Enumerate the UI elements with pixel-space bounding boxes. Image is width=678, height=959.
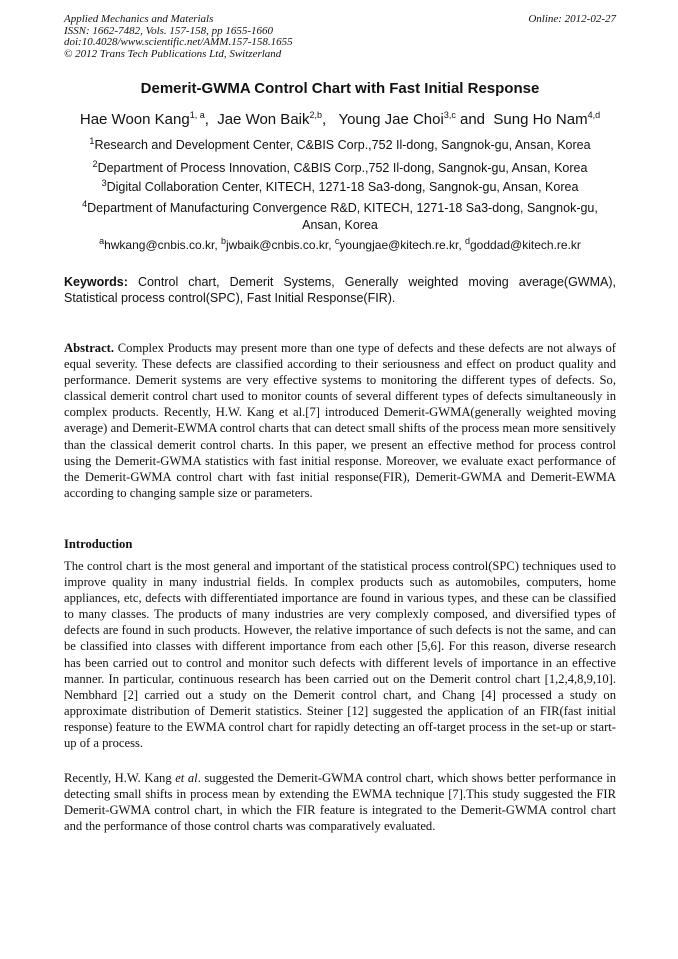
affiliation-2 <box>64 160 616 177</box>
author-name: Hae Woon Kang <box>79 111 190 128</box>
author-list <box>40 111 640 128</box>
author-separator: , <box>204 111 214 128</box>
paper-title: Demerit-GWMA Control Chart with Fast Initial Response <box>140 80 540 97</box>
introduction-paragraph-2 <box>64 770 616 834</box>
email-mark: b <box>221 236 227 246</box>
affiliation-text: Digital Collaboration Center, KITECH, 1271-18 Sa3-dong, Sangnok-gu, Ansan, Korea <box>106 180 579 194</box>
journal-copyright: © 2012 Trans Tech Publications Ltd, Switzerland <box>64 47 282 60</box>
abstract-label: Abstract. <box>64 341 115 355</box>
affiliation-4 <box>64 200 616 234</box>
author-separator: , <box>322 111 335 128</box>
affiliation-text: Department of Process Innovation, C&BIS Corp.,752 Il-dong, Sangnok-gu, Ansan, Korea <box>97 161 588 175</box>
journal-header <box>64 14 616 60</box>
paragraph-italic-text: et al <box>175 771 198 785</box>
email-mark: c <box>334 236 340 246</box>
affiliation-mark: 1 <box>89 135 95 146</box>
author-separator: and <box>455 111 490 128</box>
author-emails <box>64 237 616 254</box>
journal-name: Applied Mechanics and Materials <box>64 13 214 25</box>
paragraph-text: . suggested the Demerit-GWMA control chart, which shows better performance in detecting small shifts in process mean by extending the EWMA technique [7].This study suggested the FIR Demerit-GWMA control chart, in which the FIR feature is integrated to the Demerit-GWMA control chart and the performance of those control charts was comparatively evaluated. <box>64 771 616 834</box>
author-affiliation-mark: 4,d <box>587 110 601 120</box>
author-affiliation-mark: 1, a <box>189 110 205 120</box>
introduction-heading: Introduction <box>64 537 133 551</box>
affiliation-text: Department of Manufacturing Convergence R&D, KITECH, 1271-18 Sa3-dong, Sangnok-gu, Ansan, Korea <box>87 201 598 232</box>
affiliation-1 <box>64 137 616 154</box>
online-date: Online: 2012-02-27 <box>528 13 616 25</box>
affiliation-mark: 4 <box>82 198 88 209</box>
affiliation-mark: 2 <box>92 158 98 169</box>
email-mark: d <box>464 236 470 246</box>
author-name: Jae Won Baik <box>217 111 310 128</box>
journal-doi: doi:10.4028/www.scientific.net/AMM.157-158.1655 <box>64 36 293 48</box>
email-address: hwkang@cnbis.co.kr, <box>104 238 221 252</box>
keywords <box>64 274 616 306</box>
email-mark: a <box>99 236 105 246</box>
affiliation-text: Research and Development Center, C&BIS Corp.,752 Il-dong, Sangnok-gu, Ansan, Korea <box>94 138 591 152</box>
author-affiliation-mark: 3,c <box>443 110 456 120</box>
journal-issn: ISSN: 1662-7482, Vols. 157-158, pp 1655-1660 <box>64 24 273 37</box>
paragraph-text: Recently, H.W. Kang <box>64 771 176 785</box>
author-name: Sung Ho Nam <box>493 111 588 128</box>
keywords-text: Control chart, Demerit Systems, Generally weighted moving average(GWMA), Statistical process control(SPC), Fast Initial Response(FIR). <box>64 275 616 305</box>
author-affiliation-mark: 2,b <box>309 110 323 120</box>
abstract <box>64 340 616 501</box>
email-address: youngjae@kitech.re.kr, <box>339 238 465 252</box>
abstract-text: Complex Products may present more than one type of defects and these defects are not always of equal severity. These defects are classified according to their seriousness and effect on product quality and performance. Demerit systems are very effective systems to monitoring the different types of defects. So, classical demerit control chart used to monitor counts of several different types of defects simultaneously in complex products. Recently, H.W. Kang et al.[7] introduced Demerit-GWMA(generally weighted moving average) and Demerit-EWMA control charts that can detect small shifts of the process mean more sensitively than the classical demerit control charts. In this paper, we present an effective method for process control using the Demerit-GWMA statistics with fast initial response. Moreover, we evaluate exact performance of the Demerit-GWMA control chart with fast initial response(FIR), Demerit-GWMA and Demerit-EWMA according to changing sample size or parameters. <box>64 341 616 500</box>
email-address: jwbaik@cnbis.co.kr, <box>226 238 335 252</box>
affiliation-3 <box>64 179 616 196</box>
author-name: Young Jae Choi <box>338 111 444 128</box>
introduction-paragraph-1: The control chart is the most general and important of the statistical process control(SPC) techniques used to improve quality in many industrial fields. In complex products such as automobiles, computers, home appliances, etc, defects with differentiated importance are found in various types, and these can be classified to many classes. The products of many industries are very complexly composed, and diversified types of defects are found in such products. However, the relative importance of such defects is not the same, and can be classified into classes with different importance from each other [5,6]. For this reason, diverse research has been carried out to control and monitor such defects with different levels of importance in an effective manner. In particular, continuous research has been carried out on the Demerit control chart [1,2,4,8,9,10]. Nembhard [2] carried out a study on the Demerit control chart, and Chang [4] processed a study on approximate distribution of Demerit statistics. Steiner [12] suggested the application of an FIR(fast initial response) feature to the EWMA control chart for rapidly detecting an off-target process in the set-up or start-up of a process. <box>64 559 616 751</box>
affiliation-mark: 3 <box>101 177 107 188</box>
email-address: goddad@kitech.re.kr <box>470 238 581 252</box>
keywords-label: Keywords: <box>64 275 128 289</box>
